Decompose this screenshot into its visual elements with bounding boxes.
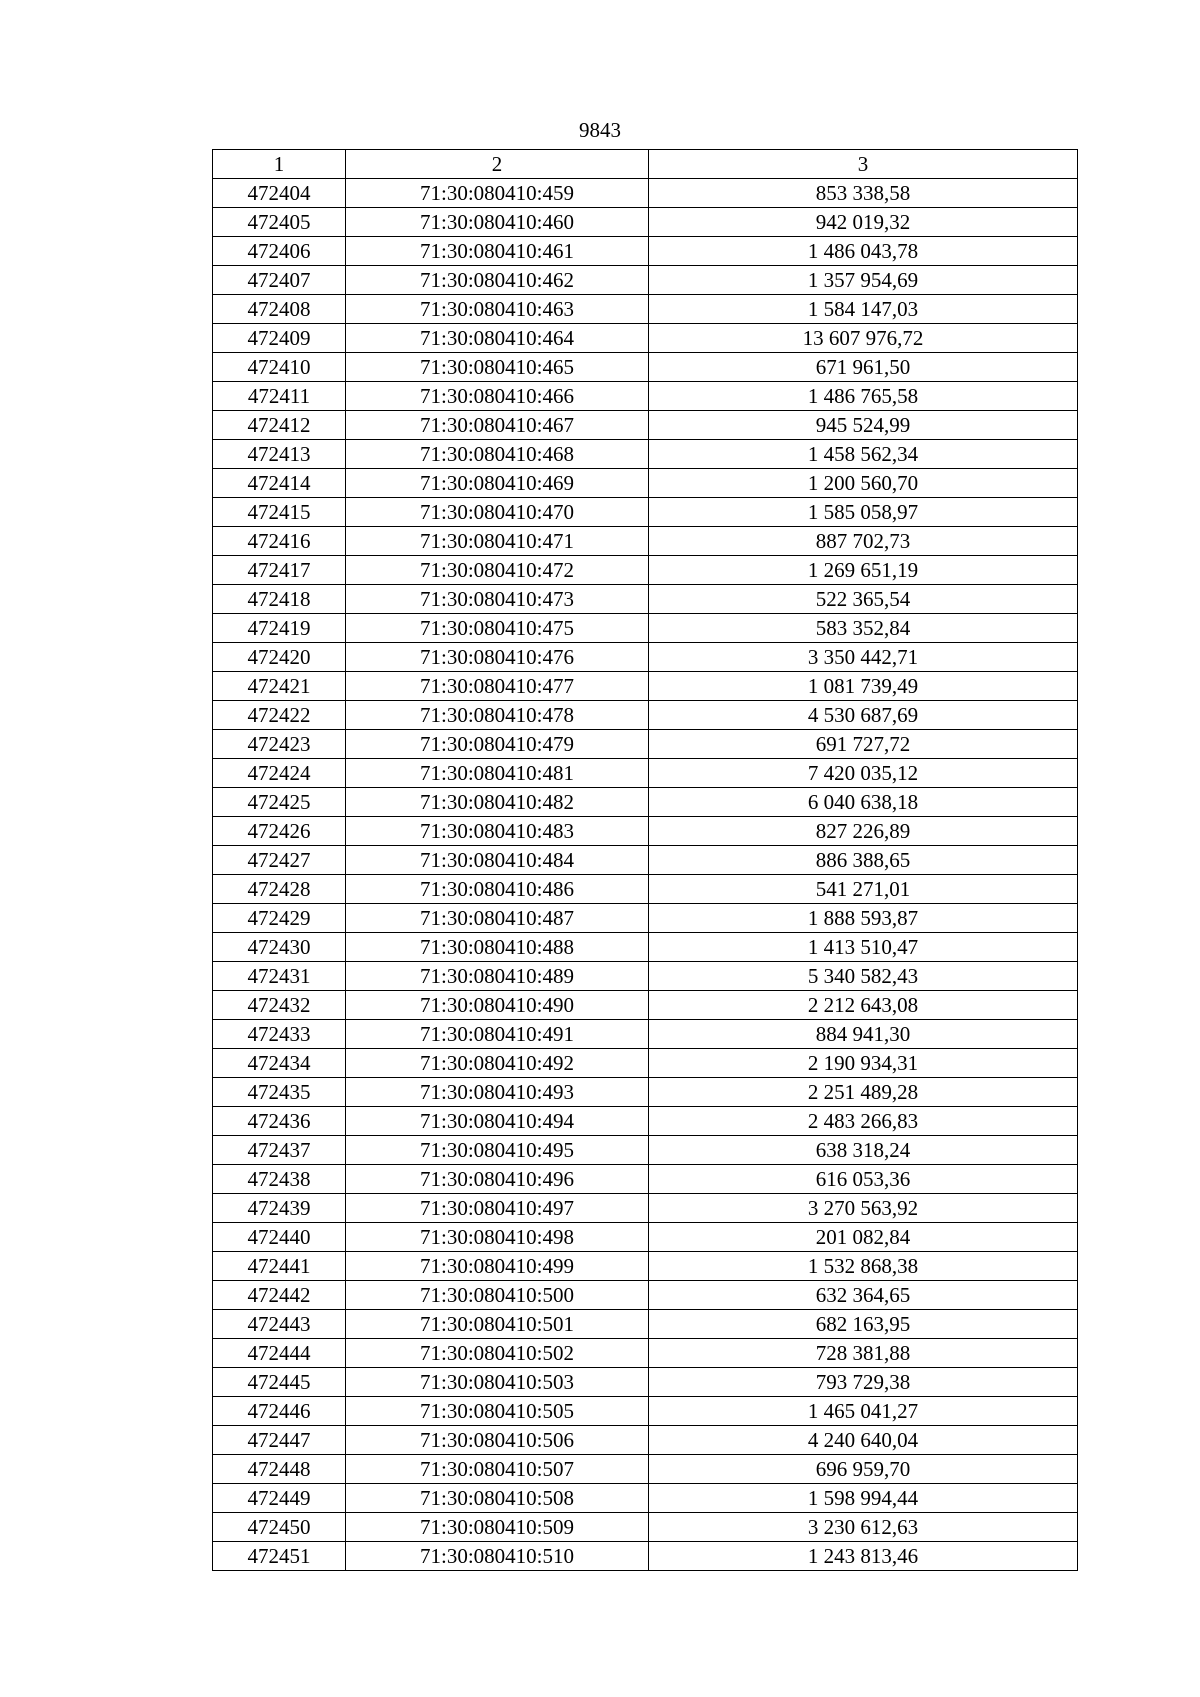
cadastral-value-cell: 201 082,84 (649, 1223, 1078, 1252)
cadastral-number-cell: 71:30:080410:493 (346, 1078, 649, 1107)
row-number-cell: 472433 (213, 1020, 346, 1049)
row-number-cell: 472420 (213, 643, 346, 672)
cadastral-value-cell: 853 338,58 (649, 179, 1078, 208)
cadastral-value-cell: 2 251 489,28 (649, 1078, 1078, 1107)
cadastral-value-cell: 1 532 868,38 (649, 1252, 1078, 1281)
column-header-1: 1 (213, 150, 346, 179)
cadastral-value-cell: 887 702,73 (649, 527, 1078, 556)
cadastral-number-cell: 71:30:080410:508 (346, 1484, 649, 1513)
cadastral-number-cell: 71:30:080410:468 (346, 440, 649, 469)
row-number-cell: 472416 (213, 527, 346, 556)
row-number-cell: 472419 (213, 614, 346, 643)
cadastral-number-cell: 71:30:080410:459 (346, 179, 649, 208)
table-row (213, 1426, 1078, 1455)
table-row (213, 962, 1078, 991)
cadastral-number-cell: 71:30:080410:506 (346, 1426, 649, 1455)
cadastral-value-cell: 1 888 593,87 (649, 904, 1078, 933)
row-number-cell: 472408 (213, 295, 346, 324)
table-row (213, 1542, 1078, 1571)
row-number-cell: 472449 (213, 1484, 346, 1513)
cadastral-value-cell: 583 352,84 (649, 614, 1078, 643)
cadastral-value-cell: 13 607 976,72 (649, 324, 1078, 353)
cadastral-value-cell: 522 365,54 (649, 585, 1078, 614)
cadastral-value-cell: 682 163,95 (649, 1310, 1078, 1339)
table-row (213, 324, 1078, 353)
row-number-cell: 472409 (213, 324, 346, 353)
row-number-cell: 472411 (213, 382, 346, 411)
cadastral-value-cell: 3 230 612,63 (649, 1513, 1078, 1542)
table-row (213, 1107, 1078, 1136)
cadastral-value-cell: 2 190 934,31 (649, 1049, 1078, 1078)
table-row (213, 266, 1078, 295)
row-number-cell: 472444 (213, 1339, 346, 1368)
table-row (213, 1310, 1078, 1339)
row-number-cell: 472417 (213, 556, 346, 585)
row-number-cell: 472443 (213, 1310, 346, 1339)
table-row (213, 991, 1078, 1020)
cadastral-value-cell: 6 040 638,18 (649, 788, 1078, 817)
row-number-cell: 472436 (213, 1107, 346, 1136)
cadastral-number-cell: 71:30:080410:507 (346, 1455, 649, 1484)
cadastral-value-cell: 616 053,36 (649, 1165, 1078, 1194)
cadastral-value-cell: 671 961,50 (649, 353, 1078, 382)
table-row (213, 1397, 1078, 1426)
table-row (213, 730, 1078, 759)
table-row (213, 469, 1078, 498)
table-row (213, 237, 1078, 266)
cadastral-number-cell: 71:30:080410:482 (346, 788, 649, 817)
cadastral-number-cell: 71:30:080410:498 (346, 1223, 649, 1252)
row-number-cell: 472422 (213, 701, 346, 730)
row-number-cell: 472440 (213, 1223, 346, 1252)
row-number-cell: 472424 (213, 759, 346, 788)
cadastral-value-cell: 1 357 954,69 (649, 266, 1078, 295)
table-row (213, 1223, 1078, 1252)
table-row (213, 1252, 1078, 1281)
cadastral-number-cell: 71:30:080410:488 (346, 933, 649, 962)
cadastral-number-cell: 71:30:080410:478 (346, 701, 649, 730)
table-row (213, 817, 1078, 846)
row-number-cell: 472431 (213, 962, 346, 991)
cadastral-value-cell: 1 486 765,58 (649, 382, 1078, 411)
row-number-cell: 472428 (213, 875, 346, 904)
cadastral-value-cell: 696 959,70 (649, 1455, 1078, 1484)
cadastral-number-cell: 71:30:080410:489 (346, 962, 649, 991)
cadastral-number-cell: 71:30:080410:497 (346, 1194, 649, 1223)
cadastral-value-cell: 1 585 058,97 (649, 498, 1078, 527)
row-number-cell: 472426 (213, 817, 346, 846)
row-number-cell: 472425 (213, 788, 346, 817)
table-row (213, 382, 1078, 411)
row-number-cell: 472451 (213, 1542, 346, 1571)
cadastral-number-cell: 71:30:080410:465 (346, 353, 649, 382)
row-number-cell: 472446 (213, 1397, 346, 1426)
cadastral-value-cell: 1 243 813,46 (649, 1542, 1078, 1571)
cadastral-number-cell: 71:30:080410:483 (346, 817, 649, 846)
row-number-cell: 472423 (213, 730, 346, 759)
cadastral-number-cell: 71:30:080410:475 (346, 614, 649, 643)
cadastral-number-cell: 71:30:080410:467 (346, 411, 649, 440)
cadastral-number-cell: 71:30:080410:501 (346, 1310, 649, 1339)
cadastral-number-cell: 71:30:080410:464 (346, 324, 649, 353)
cadastral-number-cell: 71:30:080410:477 (346, 672, 649, 701)
row-number-cell: 472432 (213, 991, 346, 1020)
row-number-cell: 472413 (213, 440, 346, 469)
table-row (213, 1368, 1078, 1397)
cadastral-value-cell: 541 271,01 (649, 875, 1078, 904)
cadastral-value-cell: 3 350 442,71 (649, 643, 1078, 672)
row-number-cell: 472412 (213, 411, 346, 440)
cadastral-value-cell: 1 413 510,47 (649, 933, 1078, 962)
cadastral-value-cell: 884 941,30 (649, 1020, 1078, 1049)
cadastral-value-cell: 728 381,88 (649, 1339, 1078, 1368)
table-row (213, 1513, 1078, 1542)
row-number-cell: 472434 (213, 1049, 346, 1078)
cadastral-number-cell: 71:30:080410:484 (346, 846, 649, 875)
cadastral-number-cell: 71:30:080410:473 (346, 585, 649, 614)
cadastral-value-cell: 1 584 147,03 (649, 295, 1078, 324)
cadastral-value-cell: 1 081 739,49 (649, 672, 1078, 701)
table-row (213, 585, 1078, 614)
row-number-cell: 472450 (213, 1513, 346, 1542)
row-number-cell: 472441 (213, 1252, 346, 1281)
table-row (213, 1165, 1078, 1194)
cadastral-number-cell: 71:30:080410:495 (346, 1136, 649, 1165)
cadastral-value-table (212, 149, 1078, 1571)
cadastral-value-cell: 2 212 643,08 (649, 991, 1078, 1020)
cadastral-value-cell: 827 226,89 (649, 817, 1078, 846)
row-number-cell: 472421 (213, 672, 346, 701)
table-row (213, 1194, 1078, 1223)
cadastral-number-cell: 71:30:080410:476 (346, 643, 649, 672)
cadastral-value-cell: 1 458 562,34 (649, 440, 1078, 469)
row-number-cell: 472427 (213, 846, 346, 875)
table-row (213, 1049, 1078, 1078)
table-row (213, 933, 1078, 962)
cadastral-number-cell: 71:30:080410:494 (346, 1107, 649, 1136)
cadastral-value-cell: 638 318,24 (649, 1136, 1078, 1165)
row-number-cell: 472448 (213, 1455, 346, 1484)
row-number-cell: 472410 (213, 353, 346, 382)
cadastral-number-cell: 71:30:080410:509 (346, 1513, 649, 1542)
cadastral-value-cell: 793 729,38 (649, 1368, 1078, 1397)
table-row (213, 295, 1078, 324)
row-number-cell: 472445 (213, 1368, 346, 1397)
cadastral-number-cell: 71:30:080410:463 (346, 295, 649, 324)
cadastral-number-cell: 71:30:080410:466 (346, 382, 649, 411)
table-row (213, 411, 1078, 440)
cadastral-value-cell: 1 269 651,19 (649, 556, 1078, 585)
cadastral-number-cell: 71:30:080410:496 (346, 1165, 649, 1194)
cadastral-number-cell: 71:30:080410:505 (346, 1397, 649, 1426)
cadastral-value-cell: 5 340 582,43 (649, 962, 1078, 991)
cadastral-number-cell: 71:30:080410:500 (346, 1281, 649, 1310)
table-row (213, 904, 1078, 933)
row-number-cell: 472418 (213, 585, 346, 614)
table-row (213, 353, 1078, 382)
row-number-cell: 472414 (213, 469, 346, 498)
row-number-cell: 472415 (213, 498, 346, 527)
row-number-cell: 472429 (213, 904, 346, 933)
cadastral-value-cell: 691 727,72 (649, 730, 1078, 759)
cadastral-value-cell: 1 598 994,44 (649, 1484, 1078, 1513)
cadastral-value-cell: 2 483 266,83 (649, 1107, 1078, 1136)
cadastral-number-cell: 71:30:080410:490 (346, 991, 649, 1020)
table-row (213, 1339, 1078, 1368)
table-row (213, 498, 1078, 527)
cadastral-number-cell: 71:30:080410:472 (346, 556, 649, 585)
table-row (213, 1136, 1078, 1165)
table-row (213, 875, 1078, 904)
cadastral-number-cell: 71:30:080410:492 (346, 1049, 649, 1078)
cadastral-number-cell: 71:30:080410:487 (346, 904, 649, 933)
table-row (213, 614, 1078, 643)
table-row (213, 1484, 1078, 1513)
row-number-cell: 472407 (213, 266, 346, 295)
table-row (213, 527, 1078, 556)
table-row (213, 556, 1078, 585)
row-number-cell: 472405 (213, 208, 346, 237)
cadastral-number-cell: 71:30:080410:471 (346, 527, 649, 556)
row-number-cell: 472435 (213, 1078, 346, 1107)
cadastral-value-cell: 632 364,65 (649, 1281, 1078, 1310)
cadastral-number-cell: 71:30:080410:503 (346, 1368, 649, 1397)
cadastral-value-cell: 1 200 560,70 (649, 469, 1078, 498)
cadastral-value-cell: 942 019,32 (649, 208, 1078, 237)
table-row (213, 208, 1078, 237)
table-row (213, 846, 1078, 875)
cadastral-number-cell: 71:30:080410:486 (346, 875, 649, 904)
cadastral-number-cell: 71:30:080410:479 (346, 730, 649, 759)
table-row (213, 179, 1078, 208)
table-row (213, 759, 1078, 788)
cadastral-value-cell: 4 240 640,04 (649, 1426, 1078, 1455)
cadastral-number-cell: 71:30:080410:510 (346, 1542, 649, 1571)
row-number-cell: 472437 (213, 1136, 346, 1165)
cadastral-value-cell: 3 270 563,92 (649, 1194, 1078, 1223)
cadastral-value-cell: 4 530 687,69 (649, 701, 1078, 730)
cadastral-value-cell: 1 486 043,78 (649, 237, 1078, 266)
cadastral-number-cell: 71:30:080410:491 (346, 1020, 649, 1049)
cadastral-value-cell: 7 420 035,12 (649, 759, 1078, 788)
table-row (213, 1078, 1078, 1107)
cadastral-number-cell: 71:30:080410:499 (346, 1252, 649, 1281)
table-row (213, 701, 1078, 730)
table-body (213, 179, 1078, 1571)
cadastral-number-cell: 71:30:080410:460 (346, 208, 649, 237)
row-number-cell: 472447 (213, 1426, 346, 1455)
page-number: 9843 (579, 118, 621, 142)
row-number-cell: 472438 (213, 1165, 346, 1194)
column-header-3: 3 (649, 150, 1078, 179)
cadastral-number-cell: 71:30:080410:481 (346, 759, 649, 788)
cadastral-number-cell: 71:30:080410:461 (346, 237, 649, 266)
row-number-cell: 472406 (213, 237, 346, 266)
row-number-cell: 472404 (213, 179, 346, 208)
table-row (213, 672, 1078, 701)
cadastral-value-cell: 886 388,65 (649, 846, 1078, 875)
cadastral-value-cell: 1 465 041,27 (649, 1397, 1078, 1426)
cadastral-number-cell: 71:30:080410:502 (346, 1339, 649, 1368)
column-header-2: 2 (346, 150, 649, 179)
table-row (213, 788, 1078, 817)
table-row (213, 1455, 1078, 1484)
table-row (213, 1020, 1078, 1049)
cadastral-number-cell: 71:30:080410:462 (346, 266, 649, 295)
row-number-cell: 472439 (213, 1194, 346, 1223)
cadastral-number-cell: 71:30:080410:469 (346, 469, 649, 498)
cadastral-number-cell: 71:30:080410:470 (346, 498, 649, 527)
table-row (213, 643, 1078, 672)
table-row (213, 1281, 1078, 1310)
table-header-row (213, 150, 1078, 179)
row-number-cell: 472430 (213, 933, 346, 962)
row-number-cell: 472442 (213, 1281, 346, 1310)
cadastral-value-cell: 945 524,99 (649, 411, 1078, 440)
table-row (213, 440, 1078, 469)
